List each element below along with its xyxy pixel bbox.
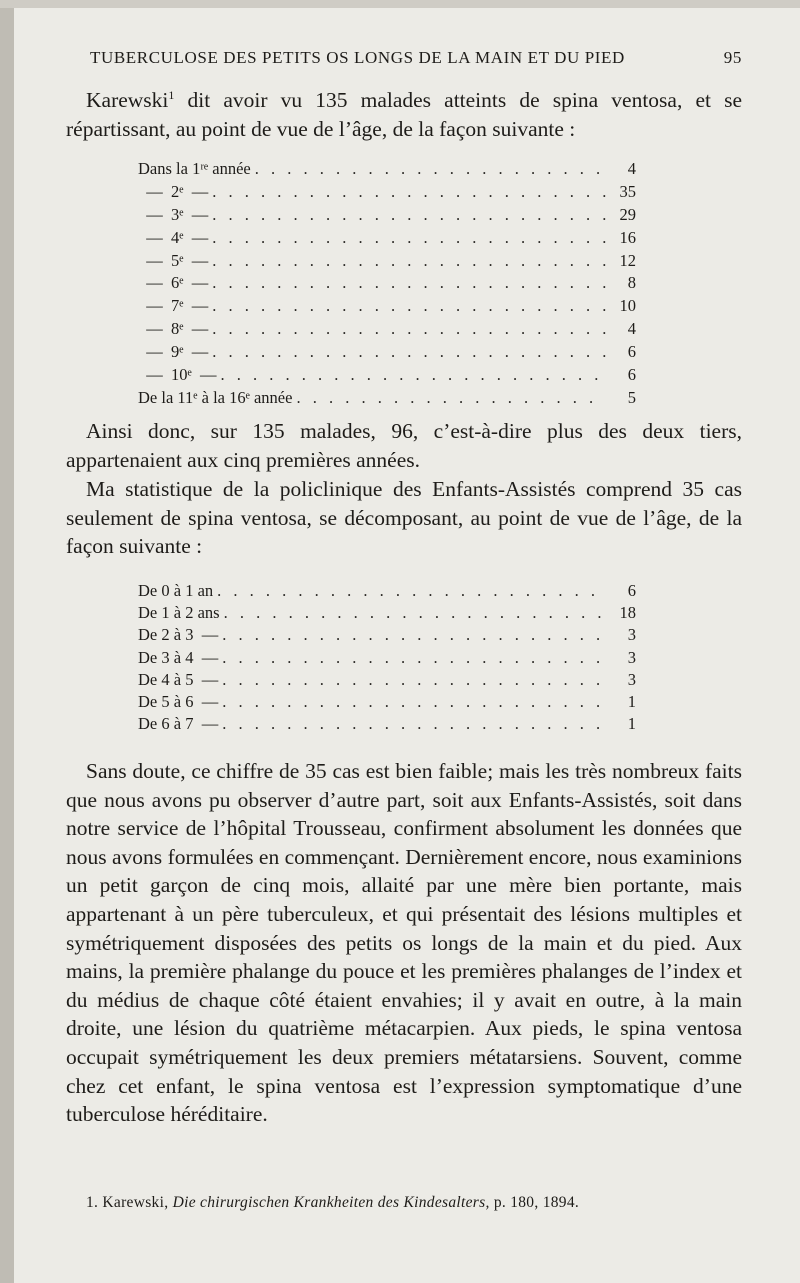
table-row (138, 624, 636, 646)
leader-dots (217, 580, 606, 602)
row-label: De 0 à 1 an (138, 581, 214, 600)
page-number: 95 (723, 48, 742, 67)
row-value: 10 (619, 296, 636, 316)
table-row (138, 669, 636, 691)
leader-dots (212, 341, 606, 364)
row-value: 4 (627, 159, 636, 178)
table-row (138, 272, 636, 295)
footnote-number: 1. (86, 1194, 99, 1211)
table-row (138, 364, 636, 387)
row-label: — 6ᵉ — (138, 273, 209, 293)
leader-dots (212, 181, 606, 204)
footnote-book-title: Die chirurgischen Krankheiten des Kindesalters, (172, 1194, 490, 1211)
leader-dots (222, 713, 606, 735)
table-row (138, 647, 636, 669)
row-label: De 5 à 6 — (138, 691, 219, 711)
table-row (138, 387, 636, 410)
table-row (138, 691, 636, 713)
running-header (90, 44, 742, 72)
leader-dots (220, 364, 606, 387)
intro-author: Karewski (86, 88, 169, 112)
table-row (138, 341, 636, 364)
row-label: De 4 à 5 — (138, 669, 219, 689)
row-label: De 6 à 7 — (138, 714, 219, 734)
table-row (138, 602, 636, 624)
row-label: — 10ᵉ — (138, 365, 217, 385)
row-label: De 3 à 4 — (138, 647, 219, 667)
footnote-marker: 1 (168, 87, 175, 102)
leader-dots (222, 624, 606, 646)
leader-dots (222, 647, 606, 669)
row-value: 12 (619, 250, 636, 270)
table-row (138, 713, 636, 735)
row-value: 3 (627, 625, 636, 645)
stats-intro-paragraph: Ma statistique de la policlinique des Enfants-Assistés comprend 35 cas seulement de spina ventosa, se décomposant, au point de vue de l’âge, de la façon suivante : (66, 477, 742, 559)
intro-text: dit avoir vu 135 malades atteints de spina ventosa, et se répartissant, au point de vue de l’âge, de la façon suivante : (66, 88, 742, 141)
table-row (138, 250, 636, 273)
row-value: 8 (627, 273, 636, 293)
leader-dots (255, 158, 606, 181)
row-value: 5 (627, 387, 636, 407)
leader-dots (222, 691, 606, 713)
leader-dots (212, 227, 606, 250)
leader-dots (224, 602, 606, 624)
leader-dots (296, 387, 606, 410)
table-row (138, 295, 636, 318)
row-value: 29 (619, 204, 636, 224)
row-value: 1 (627, 691, 636, 711)
row-label: De 1 à 2 ans (138, 603, 220, 623)
row-label: — 8ᵉ — (138, 319, 209, 339)
page-top-edge (0, 0, 800, 8)
row-value: 18 (619, 603, 636, 623)
row-value: 16 (619, 227, 636, 247)
row-label: Dans la 1ʳᵉ année (138, 159, 251, 178)
row-label: De 2 à 3 — (138, 625, 219, 645)
row-label: — 5ᵉ — (138, 250, 209, 270)
row-label: — 9ᵉ — (138, 342, 209, 362)
table-row (138, 318, 636, 341)
leader-dots (212, 318, 606, 341)
row-value: 3 (627, 647, 636, 667)
row-value: 6 (627, 581, 636, 600)
row-value: 4 (627, 319, 636, 339)
table-row (138, 227, 636, 250)
leader-dots (212, 295, 606, 318)
row-label: — 4ᵉ — (138, 227, 209, 247)
table-row (138, 181, 636, 204)
row-value: 3 (627, 669, 636, 689)
leader-dots (212, 250, 606, 273)
karewski-age-table (138, 158, 636, 410)
row-label: — 3ᵉ — (138, 204, 209, 224)
clinic-age-table (138, 580, 636, 735)
intro-paragraph (66, 86, 742, 143)
row-label: — 7ᵉ — (138, 296, 209, 316)
row-value: 35 (619, 181, 636, 201)
row-value: 6 (627, 365, 636, 385)
leader-dots (222, 669, 606, 691)
page-binding-edge (0, 0, 14, 1283)
table-row (138, 580, 636, 602)
conclusion-paragraph: Sans doute, ce chiffre de 35 cas est bien faible; mais les très nombreux faits que nous avons pu observer d’autre part, soit aux Enfants-Assistés, soit dans notre service de l’hôpital Trousseau, confirment absolument les données que nous avons formulées en commençant. Dernièrement encore, nous examinions un petit garçon de cinq mois, allaité par une mère bien portante, mais appartenant à un père tuberculeux, et qui présentait des lésions multiples et symétriquement disposées des petits os longs de la main et du pied. Aux mains, la première phalange du pouce et les premières phalanges de l’index et du médius de chaque côté étaient envahies; il y avait en outre, à la main droite, une lésion du quatrième métacarpien. Aux pieds, le spina ventosa occupait symétriquement les deux premiers métatarsiens. Souvent, comme chez cet enfant, le spina ventosa est l’expression symptomatique d’une tuberculose héréditaire. (66, 759, 742, 1127)
leader-dots (212, 272, 606, 295)
leader-dots (212, 204, 606, 227)
footnote-author: Karewski, (102, 1194, 169, 1211)
table-row (138, 158, 636, 181)
row-value: 6 (627, 342, 636, 362)
row-label: — 2ᵉ — (138, 181, 209, 201)
summary-paragraph: Ainsi donc, sur 135 malades, 96, c’est-à-dire plus des deux tiers, appartenaient aux cinq premières années. (66, 419, 742, 472)
table-row (138, 204, 636, 227)
row-label: De la 11ᵉ à la 16ᵉ année (138, 387, 293, 407)
footnote-citation: p. 180, 1894. (493, 1194, 580, 1211)
running-title: TUBERCULOSE DES PETITS OS LONGS DE LA MAIN ET DU PIED (90, 48, 625, 67)
row-value: 1 (627, 714, 636, 734)
footnote (86, 1194, 742, 1212)
